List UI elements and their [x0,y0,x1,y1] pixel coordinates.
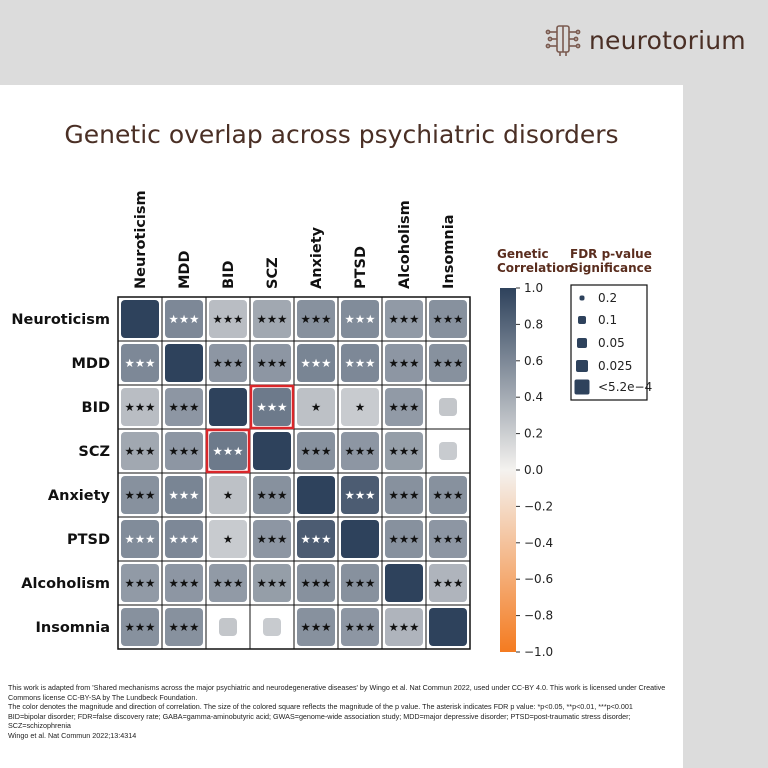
cell-significance-stars: ★★★ [344,488,376,502]
cell-significance-stars: ★★★ [344,356,376,370]
cell-significance-stars: ★★★ [124,620,156,634]
cell-significance-stars: ★★★ [124,356,156,370]
page-title: Genetic overlap across psychiatric disorders [64,120,619,149]
colorbar-tick-label: −0.2 [524,499,554,514]
heatmap-cell [209,388,247,426]
cell-significance-stars: ★★★ [300,312,332,326]
cell-significance-stars: ★★★ [212,576,244,590]
size-legend-marker [578,316,586,324]
cell-significance-stars: ★★★ [124,576,156,590]
footnote-line: BID=bipolar disorder; FDR=false discovery rate; GABA=gamma-aminobutyric acid; GWAS=genome-wide association study; MDD=major depressive disorder; PTSD=post-traumatic stress disorder; SCZ=schizophrenia [8,711,631,731]
cell-significance-stars: ★★★ [124,400,156,414]
row-label: Anxiety [47,488,110,504]
colorbar-tick-label: 1.0 [524,281,544,295]
row-label: Insomnia [35,620,110,636]
footnote-line: Wingo et al. Nat Commun 2022;13:4314 [8,730,137,740]
heatmap-cell [263,618,281,636]
cell-significance-stars: ★★★ [388,444,420,458]
cell-significance-stars: ★★★ [256,488,288,502]
column-label: MDD [177,250,193,289]
cell-significance-stars: ★★★ [432,356,464,370]
colorbar-tick-label: 0.0 [524,463,544,477]
column-label: Insomnia [441,214,457,289]
row-label: PTSD [67,532,110,548]
cell-significance-stars: ★★★ [168,620,200,634]
heatmap-cell [385,564,423,602]
cell-significance-stars: ★★★ [432,488,464,502]
colorbar-tick-label: −0.4 [524,535,554,550]
size-legend-marker [575,380,590,395]
heatmap-cell [341,520,379,558]
size-legend-marker [577,338,587,348]
cell-significance-stars: ★★★ [300,620,332,634]
cell-significance-stars: ★ [222,532,234,546]
cell-significance-stars: ★★★ [300,576,332,590]
cell-significance-stars: ★★★ [344,312,376,326]
cell-significance-stars: ★★★ [300,532,332,546]
cell-significance-stars: ★★★ [432,312,464,326]
heatmap-cell [165,344,203,382]
colorbar [500,288,516,652]
heatmap-cell [429,608,467,646]
size-legend-label: 0.2 [598,291,618,305]
size-legend-label: 0.05 [598,336,625,350]
row-label: BID [81,400,110,416]
size-legend-title: Significance [570,261,652,275]
cell-significance-stars: ★★★ [212,312,244,326]
heatmap-cell [219,618,237,636]
cell-significance-stars: ★★★ [300,444,332,458]
size-legend-label: <5.2e−4 [598,380,653,394]
row-label: MDD [71,356,110,372]
cell-significance-stars: ★★★ [212,444,244,458]
cell-significance-stars: ★★★ [256,532,288,546]
column-label: Alcoholism [397,200,413,289]
footnote [8,683,678,741]
cell-significance-stars: ★★★ [168,576,200,590]
size-legend-title: FDR p-value [570,247,652,261]
size-legend-marker [580,296,585,301]
cell-significance-stars: ★★★ [388,312,420,326]
cell-significance-stars: ★★★ [256,400,288,414]
cell-significance-stars: ★★★ [344,620,376,634]
cell-significance-stars: ★★★ [124,488,156,502]
cell-significance-stars: ★★★ [388,532,420,546]
colorbar-tick-label: 0.8 [524,317,544,332]
cell-significance-stars: ★★★ [388,620,420,634]
cell-significance-stars: ★★★ [256,312,288,326]
cell-significance-stars: ★★★ [388,488,420,502]
heatmap-cell [253,432,291,470]
colorbar-tick-label: 0.4 [524,390,544,405]
cell-significance-stars: ★ [222,488,234,502]
heatmap-cell [439,398,457,416]
cell-significance-stars: ★★★ [212,356,244,370]
colorbar-title: Genetic [497,247,549,261]
cell-significance-stars: ★★★ [168,444,200,458]
colorbar-tick-label: 0.2 [524,426,544,441]
row-label: Neuroticism [11,312,110,328]
size-legend-label: 0.1 [598,313,618,327]
cell-significance-stars: ★ [310,400,322,414]
column-label: BID [221,260,237,289]
cell-significance-stars: ★★★ [124,532,156,546]
row-label: Alcoholism [21,576,110,592]
cell-significance-stars: ★★★ [388,356,420,370]
cell-significance-stars: ★★★ [432,576,464,590]
cell-significance-stars: ★ [354,400,366,414]
cell-significance-stars: ★★★ [168,488,200,502]
colorbar-tick-label: −0.6 [524,572,554,587]
colorbar-tick-label: −1.0 [524,645,554,659]
heatmap-cell [297,476,335,514]
footnote-line: This work is adapted from 'Shared mechanisms across the major psychiatric and neurodegenerative diseases' by Wingo et al. Nat Commun 2022, used under CC-BY 4.0. This work is licensed under Creative Commons license CC-BY-SA by The Lundbeck Foundation. [8,683,666,702]
brand-name: neurotorium [589,25,746,55]
cell-significance-stars: ★★★ [344,444,376,458]
column-label: Anxiety [309,226,325,289]
colorbar-tick-label: 0.6 [524,353,544,368]
column-label: Neuroticism [133,190,149,289]
cell-significance-stars: ★★★ [256,576,288,590]
cell-significance-stars: ★★★ [388,400,420,414]
heatmap-cell [121,300,159,338]
cell-significance-stars: ★★★ [432,532,464,546]
cell-significance-stars: ★★★ [344,576,376,590]
cell-significance-stars: ★★★ [168,312,200,326]
column-label: SCZ [265,257,281,289]
cell-significance-stars: ★★★ [168,532,200,546]
size-legend-label: 0.025 [598,359,633,373]
column-label: PTSD [353,246,369,289]
cell-significance-stars: ★★★ [300,356,332,370]
colorbar-tick-label: −0.8 [524,608,554,623]
cell-significance-stars: ★★★ [168,400,200,414]
colorbar-title: Correlation [497,261,573,275]
row-label: SCZ [78,444,110,460]
cell-significance-stars: ★★★ [124,444,156,458]
footnote-line: The color denotes the magnitude and direction of correlation. The size of the colored square reflects the magnitude of the p value. The asterisk indicates FDR p value: *p<0.05, **p<0.01, ***p<0.001 [8,702,633,712]
heatmap-cell [439,442,457,460]
size-legend-marker [576,360,588,372]
cell-significance-stars: ★★★ [256,356,288,370]
